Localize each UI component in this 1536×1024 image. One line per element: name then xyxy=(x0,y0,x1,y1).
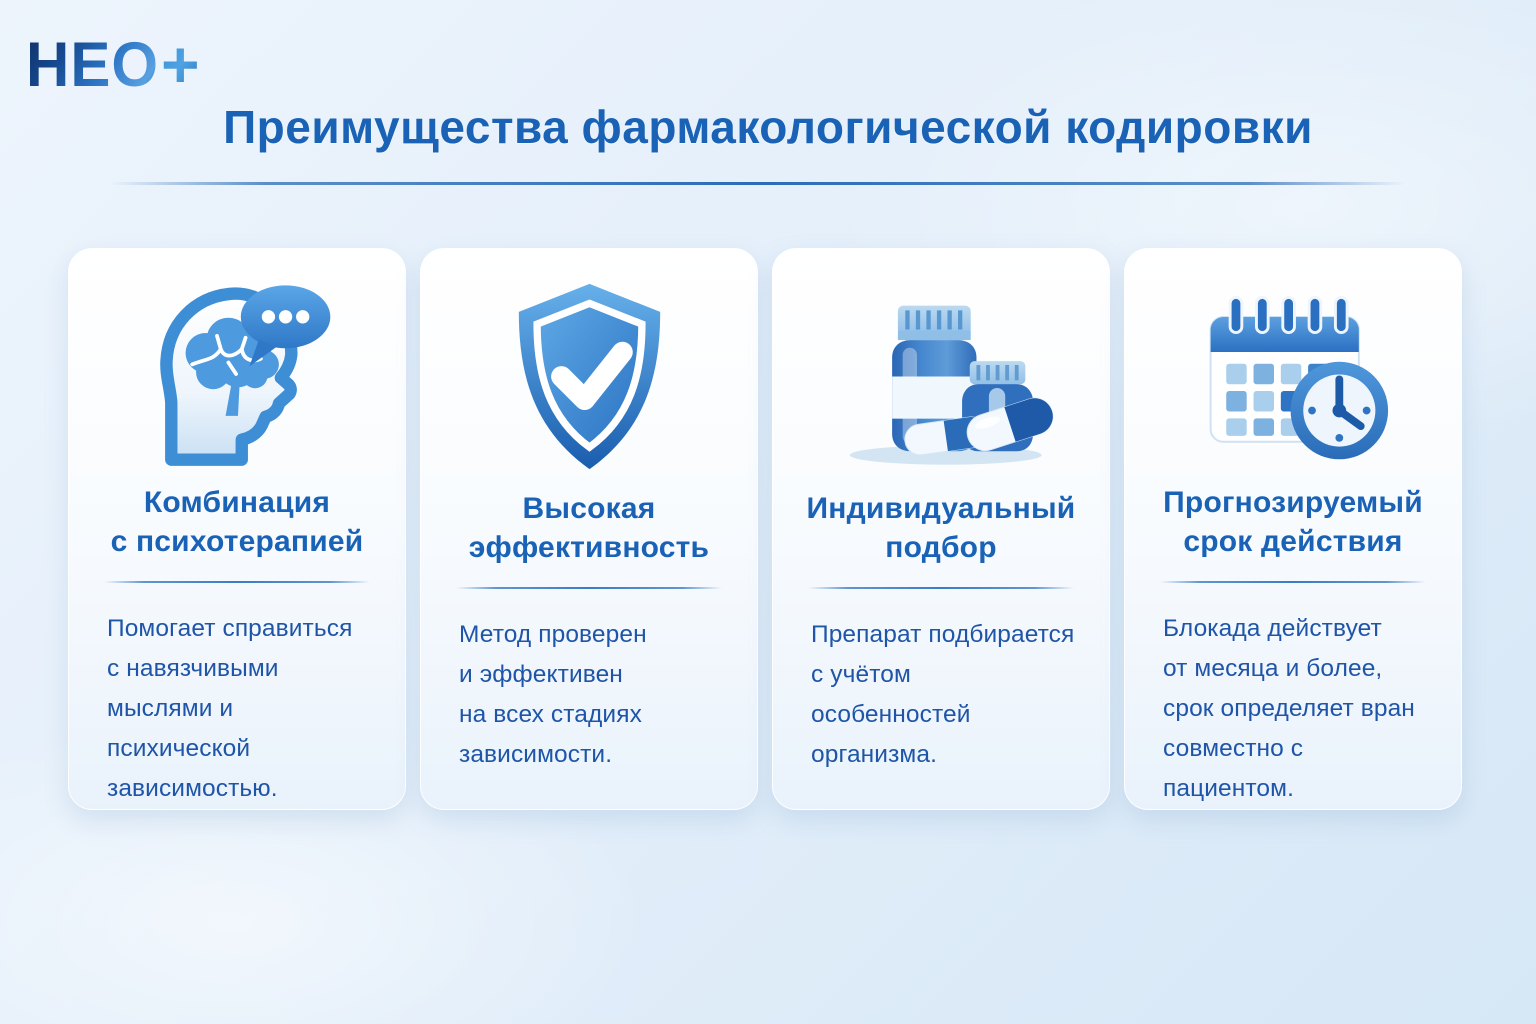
card-title: Высокая эффективность xyxy=(468,492,710,564)
clock xyxy=(1290,361,1388,459)
head-brain-speech-icon xyxy=(95,273,379,473)
calendar-clock-icon xyxy=(1151,273,1435,473)
card-description: Метод проверен и эффективен на всех стадиях зависимости. xyxy=(459,621,647,768)
card-divider xyxy=(456,587,723,589)
card-description: Блокада действует от месяца и более, срок определяет вран совместно с пациентом. xyxy=(1163,615,1415,802)
card-psychotherapy xyxy=(68,248,406,810)
card-description: Помогает справиться с навязчивыми мыслями и психической зависимостью. xyxy=(107,615,353,802)
card-title: Прогнозируемый срок действия xyxy=(1163,486,1423,559)
card-title: Комбинация с психотерапией xyxy=(110,486,364,559)
shield-check-icon xyxy=(447,273,731,479)
medicine-bottles-icon xyxy=(799,273,1083,479)
page-title: Преимущества фармакологической кодировки xyxy=(223,101,1313,153)
logo-text: НЕО xyxy=(26,28,160,100)
neo-plus-logo xyxy=(26,26,201,102)
title-divider xyxy=(110,182,1405,185)
card-title: Индивидуальный подбор xyxy=(806,492,1076,564)
card-description: Препарат подбирается с учётом особенностей организма. xyxy=(811,621,1075,768)
card-divider xyxy=(808,587,1075,589)
card-divider xyxy=(104,581,371,583)
card-predictable-duration xyxy=(1124,248,1462,810)
benefit-cards-row xyxy=(68,248,1462,810)
card-individual-selection xyxy=(772,248,1110,810)
card-divider xyxy=(1160,581,1427,583)
logo-plus-icon: + xyxy=(161,27,201,101)
card-effectiveness xyxy=(420,248,758,810)
